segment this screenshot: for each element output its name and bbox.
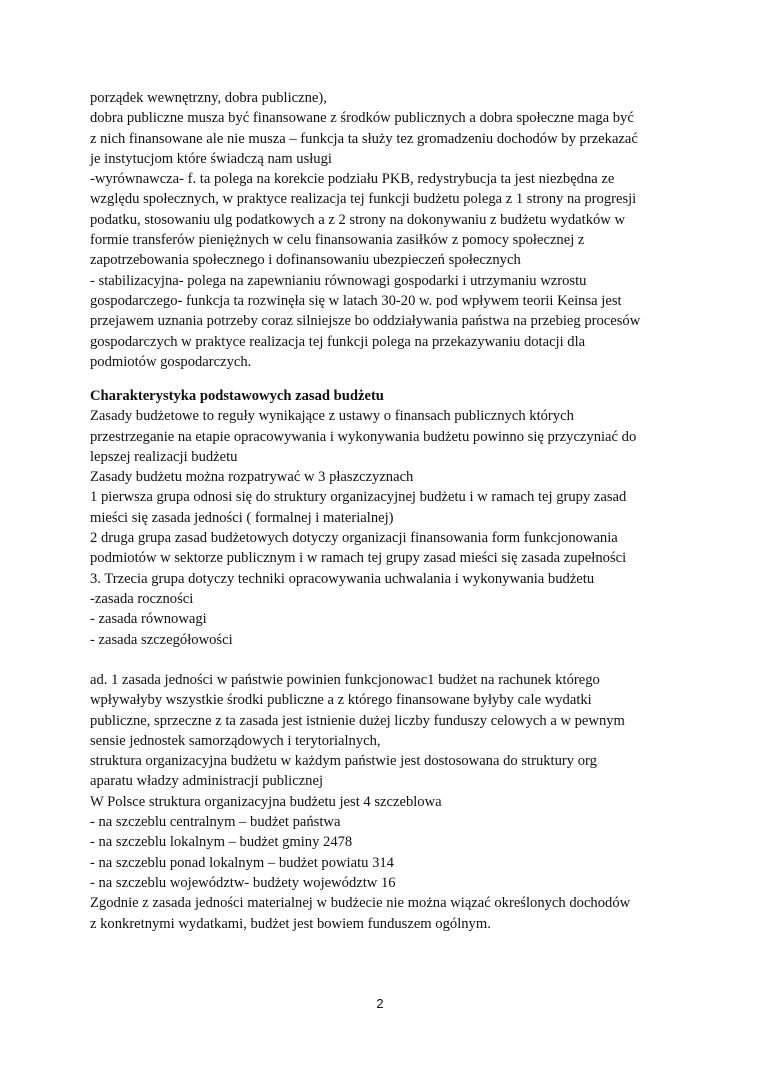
text-line: dobra publiczne musza być finansowane z środków publicznych a dobra społeczne maga być [90,110,634,127]
text-line: przestrzeganie na etapie opracowywania i wykonywania budżetu powinno się przyczyniać do [90,428,637,445]
text-line: struktura organizacyjna budżetu w każdym państwie jest dostosowana do struktury org [90,753,597,770]
text-line: gospodarczego- funkcja ta rozwinęła się w latach 30-20 w. pod wpływem teorii Keinsa jest [90,292,622,309]
text-line: podmiotów gospodarczych. [90,353,252,370]
section-heading: Charakterystyka podstawowych zasad budżetu [90,388,384,404]
page-number: 2 [376,996,384,1011]
section-budget-principles [90,386,690,650]
text-line: W Polsce struktura organizacyjna budżetu jest 4 szczeblowa [90,793,442,810]
text-line: formie transferów pieniężnych w celu finansowania zasiłków z pomocy społecznej z [90,232,585,249]
text-line: przejawem uznania potrzeby coraz silniejsze bo oddziaływania państwa na przebieg procesów [90,313,641,330]
text-line: z konkretnymi wydatkami, budżet jest bowiem funduszem ogólnym. [90,915,491,932]
text-line: -zasada roczności [90,590,194,607]
text-line: lepszej realizacji budżetu [90,448,238,465]
text-line: Zasady budżetu można rozpatrywać w 3 płaszczyznach [90,469,414,486]
text-line: wpływałyby wszystkie środki publiczne a z którego finansowane byłyby cale wydatki [90,692,592,709]
text-line: Zasady budżetowe to reguły wynikające z ustawy o finansach publicznych których [90,408,574,425]
text-line: 3. Trzecia grupa dotyczy techniki opracowywania uchwalania i wykonywania budżetu [90,570,595,587]
section-functions-text [90,88,690,372]
text-line: podmiotów w sektorze publicznym i w ramach tej grupy zasad mieści się zasada zupełności [90,550,627,567]
text-line: sensie jednostek samorządowych i terytorialnych, [90,732,381,749]
text-line: - zasada szczegółowości [90,631,233,648]
text-line: gospodarczych w praktyce realizacja tej funkcji polega na przekazywaniu dotacji dla [90,333,586,350]
text-line: zapotrzebowania społecznego i dofinansowaniu ubezpieczeń społecznych [90,252,521,269]
section-unity-principle [90,670,690,934]
text-line: - stabilizacyjna- polega na zapewnianiu równowagi gospodarki i utrzymaniu wzrostu [90,272,587,289]
text-line: - na szczeblu centralnym – budżet państwa [90,814,341,831]
text-line: porządek wewnętrzny, dobra publiczne), [90,90,327,106]
text-line: względu społecznych, w praktyce realizacja tej funkcji budżetu polega z 1 strony na progresji [90,191,637,208]
text-line: publiczne, sprzeczne z ta zasada jest istnienie dużej liczby funduszy celowych a w pewnym [90,712,625,729]
text-line: Zgodnie z zasada jedności materialnej w budżecie nie można wiązać określonych dochodów [90,895,631,912]
text-line: aparatu władzy administracji publicznej [90,773,324,790]
text-line: mieści się zasada jedności ( formalnej i materialnej) [90,509,394,526]
text-line: z nich finansowane ale nie musza – funkcja ta służy tez gromadzeniu dochodów by przekazać [90,130,638,147]
text-line: 2 druga grupa zasad budżetowych dotyczy organizacji finansowania form funkcjonowania [90,530,618,547]
text-line: je instytucjom które świadczą nam usługi [90,150,332,167]
text-line: - na szczeblu lokalnym – budżet gminy 2478 [90,834,353,851]
text-line: - na szczeblu województw- budżety województw 16 [90,874,396,891]
text-line: 1 pierwsza grupa odnosi się do struktury organizacyjnej budżetu i w ramach tej grupy zasad [90,489,627,506]
text-line: - zasada równowagi [90,611,207,628]
text-line: -wyrównawcza- f. ta polega na korekcie podziału PKB, redystrybucja ta jest niezbędna ze [90,171,615,188]
text-line: ad. 1 zasada jedności w państwie powinien funkcjonowac1 budżet na rachunek którego [90,672,600,688]
text-line: podatku, stosowaniu ulg podatkowych a z 2 strony na dokonywaniu z budżetu wydatków w [90,211,626,228]
text-line: - na szczeblu ponad lokalnym – budżet powiatu 314 [90,854,394,871]
